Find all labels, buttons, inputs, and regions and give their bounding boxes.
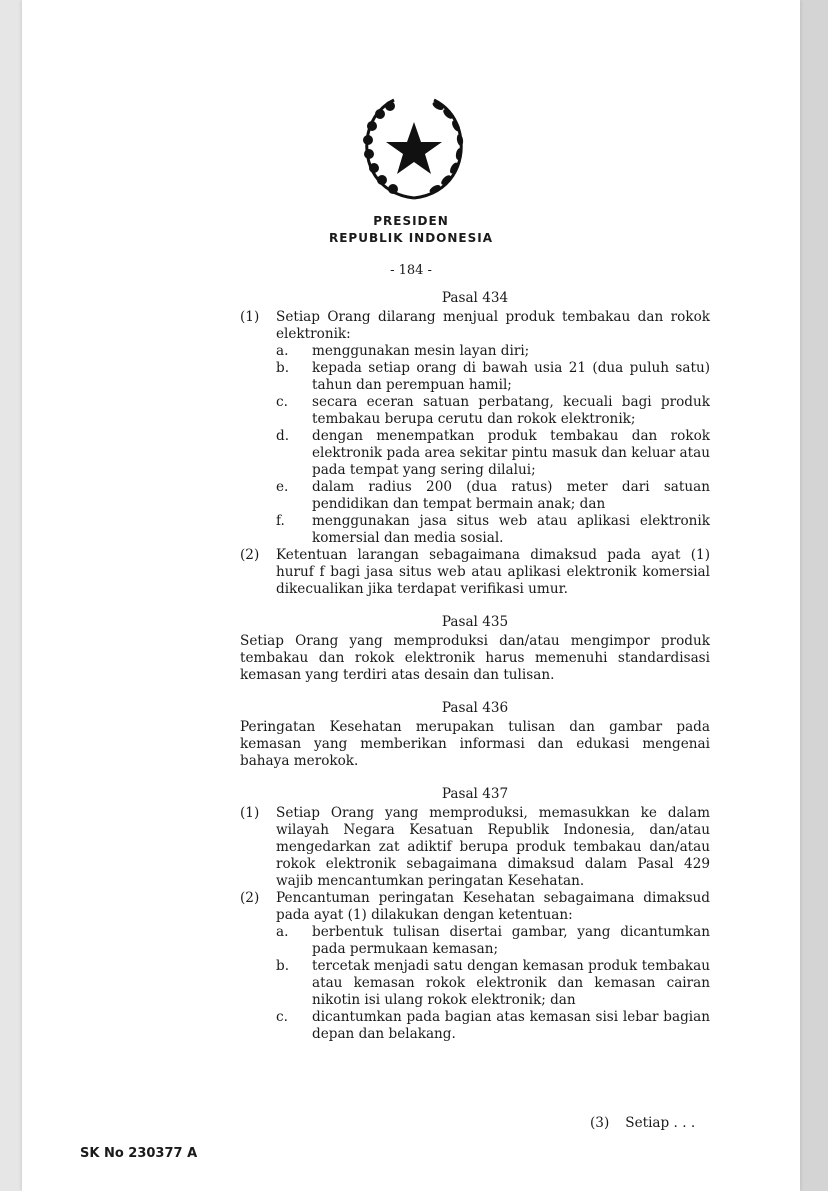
pasal-435-text: Setiap Orang yang memproduksi dan/atau mengimpor produk tembakau dan rokok elektronik harus memenuhi standardisasi kemasan yang terdiri atas desain dan tulisan. [240, 633, 710, 683]
list-item [276, 479, 710, 513]
sk-number: SK No 230377 A [80, 1146, 198, 1161]
pasal-436-title: Pasal 436 [441, 700, 509, 716]
item-text: dicantumkan pada bagian atas kemasan sisi lebar bagian depan dan belakang. [312, 1009, 710, 1042]
list-item [276, 360, 710, 394]
ayat-number: (2) [240, 547, 260, 563]
list-item [276, 1009, 710, 1043]
pasal-434-ayat-2 [240, 547, 710, 598]
item-text: menggunakan jasa situs web atau aplikasi elektronik komersial dan media sosial. [312, 513, 710, 546]
item-text: menggunakan mesin layan diri; [312, 343, 530, 359]
continuation-marker [590, 1115, 711, 1131]
background-right [800, 0, 828, 1191]
continuation-text: Setiap . . . [625, 1115, 696, 1131]
pasal-436-text: Peringatan Kesehatan merupakan tulisan dan gambar pada kemasan yang memberikan informasi dan edukasi mengenai bahaya merokok. [240, 719, 710, 769]
document-body [240, 288, 710, 1043]
list-item [276, 394, 710, 428]
list-item [276, 343, 710, 360]
garuda-emblem-icon [358, 94, 470, 206]
list-item [276, 513, 710, 547]
background-left [0, 0, 22, 1191]
pasal-434-ayat-1 [240, 309, 710, 547]
page-number: - 184 - [390, 263, 432, 278]
pasal-435-title: Pasal 435 [441, 614, 509, 630]
item-letter: d. [276, 428, 290, 444]
item-letter: c. [276, 394, 288, 410]
header-republic: REPUBLIK INDONESIA [328, 231, 493, 245]
item-letter: a. [276, 343, 289, 359]
list-item [276, 924, 710, 958]
item-text: dengan menempatkan produk tembakau dan rokok elektronik pada area sekitar pintu masuk dan keluar atau pada tempat yang sering dilalui; [312, 428, 710, 478]
ayat-number: (2) [240, 890, 260, 906]
ayat-text: Setiap Orang dilarang menjual produk tembakau dan rokok elektronik: [276, 309, 710, 342]
document-page [22, 0, 800, 1191]
item-letter: c. [276, 1009, 288, 1025]
item-text: tercetak menjadi satu dengan kemasan produk tembakau atau kemasan rokok elektronik dan kemasan cairan nikotin isi ulang rokok elektronik; dan [312, 958, 710, 1008]
list-item [276, 958, 710, 1009]
item-letter: b. [276, 360, 290, 376]
ayat-number: (1) [240, 805, 260, 821]
ayat-text: Setiap Orang yang memproduksi, memasukkan ke dalam wilayah Negara Kesatuan Republik Indonesia, dan/atau mengedarkan zat adiktif berupa produk tembakau dan/atau rokok elektronik sebagaimana dimaksud dalam Pasal 429 wajib mencantumkan peringatan Kesehatan. [276, 805, 710, 889]
item-letter: e. [276, 479, 289, 495]
pasal-434-title: Pasal 434 [441, 290, 509, 306]
list-item [276, 428, 710, 479]
item-text: secara eceran satuan perbatang, kecuali bagi produk tembakau berupa cerutu dan rokok elektronik; [312, 394, 710, 427]
header-president: PRESIDEN [373, 214, 449, 228]
ayat-text: Pencantuman peringatan Kesehatan sebagaimana dimaksud pada ayat (1) dilakukan dengan ketentuan: [276, 890, 710, 923]
ayat-number: (1) [240, 309, 260, 325]
item-letter: b. [276, 958, 290, 974]
pasal-437-ayat-2 [240, 890, 710, 1043]
item-text: berbentuk tulisan disertai gambar, yang dicantumkan pada permukaan kemasan; [312, 924, 710, 957]
item-text: kepada setiap orang di bawah usia 21 (dua puluh satu) tahun dan perempuan hamil; [312, 360, 710, 393]
pasal-437-title: Pasal 437 [441, 786, 509, 802]
continuation-number: (3) [590, 1115, 610, 1131]
item-text: dalam radius 200 (dua ratus) meter dari satuan pendidikan dan tempat bermain anak; dan [312, 479, 710, 512]
ayat-text: Ketentuan larangan sebagaimana dimaksud pada ayat (1) huruf f bagi jasa situs web atau aplikasi elektronik komersial dikecualikan jika terdapat verifikasi umur. [276, 547, 710, 597]
item-letter: a. [276, 924, 289, 940]
pasal-437-ayat-1 [240, 805, 710, 890]
item-letter: f. [276, 513, 285, 529]
